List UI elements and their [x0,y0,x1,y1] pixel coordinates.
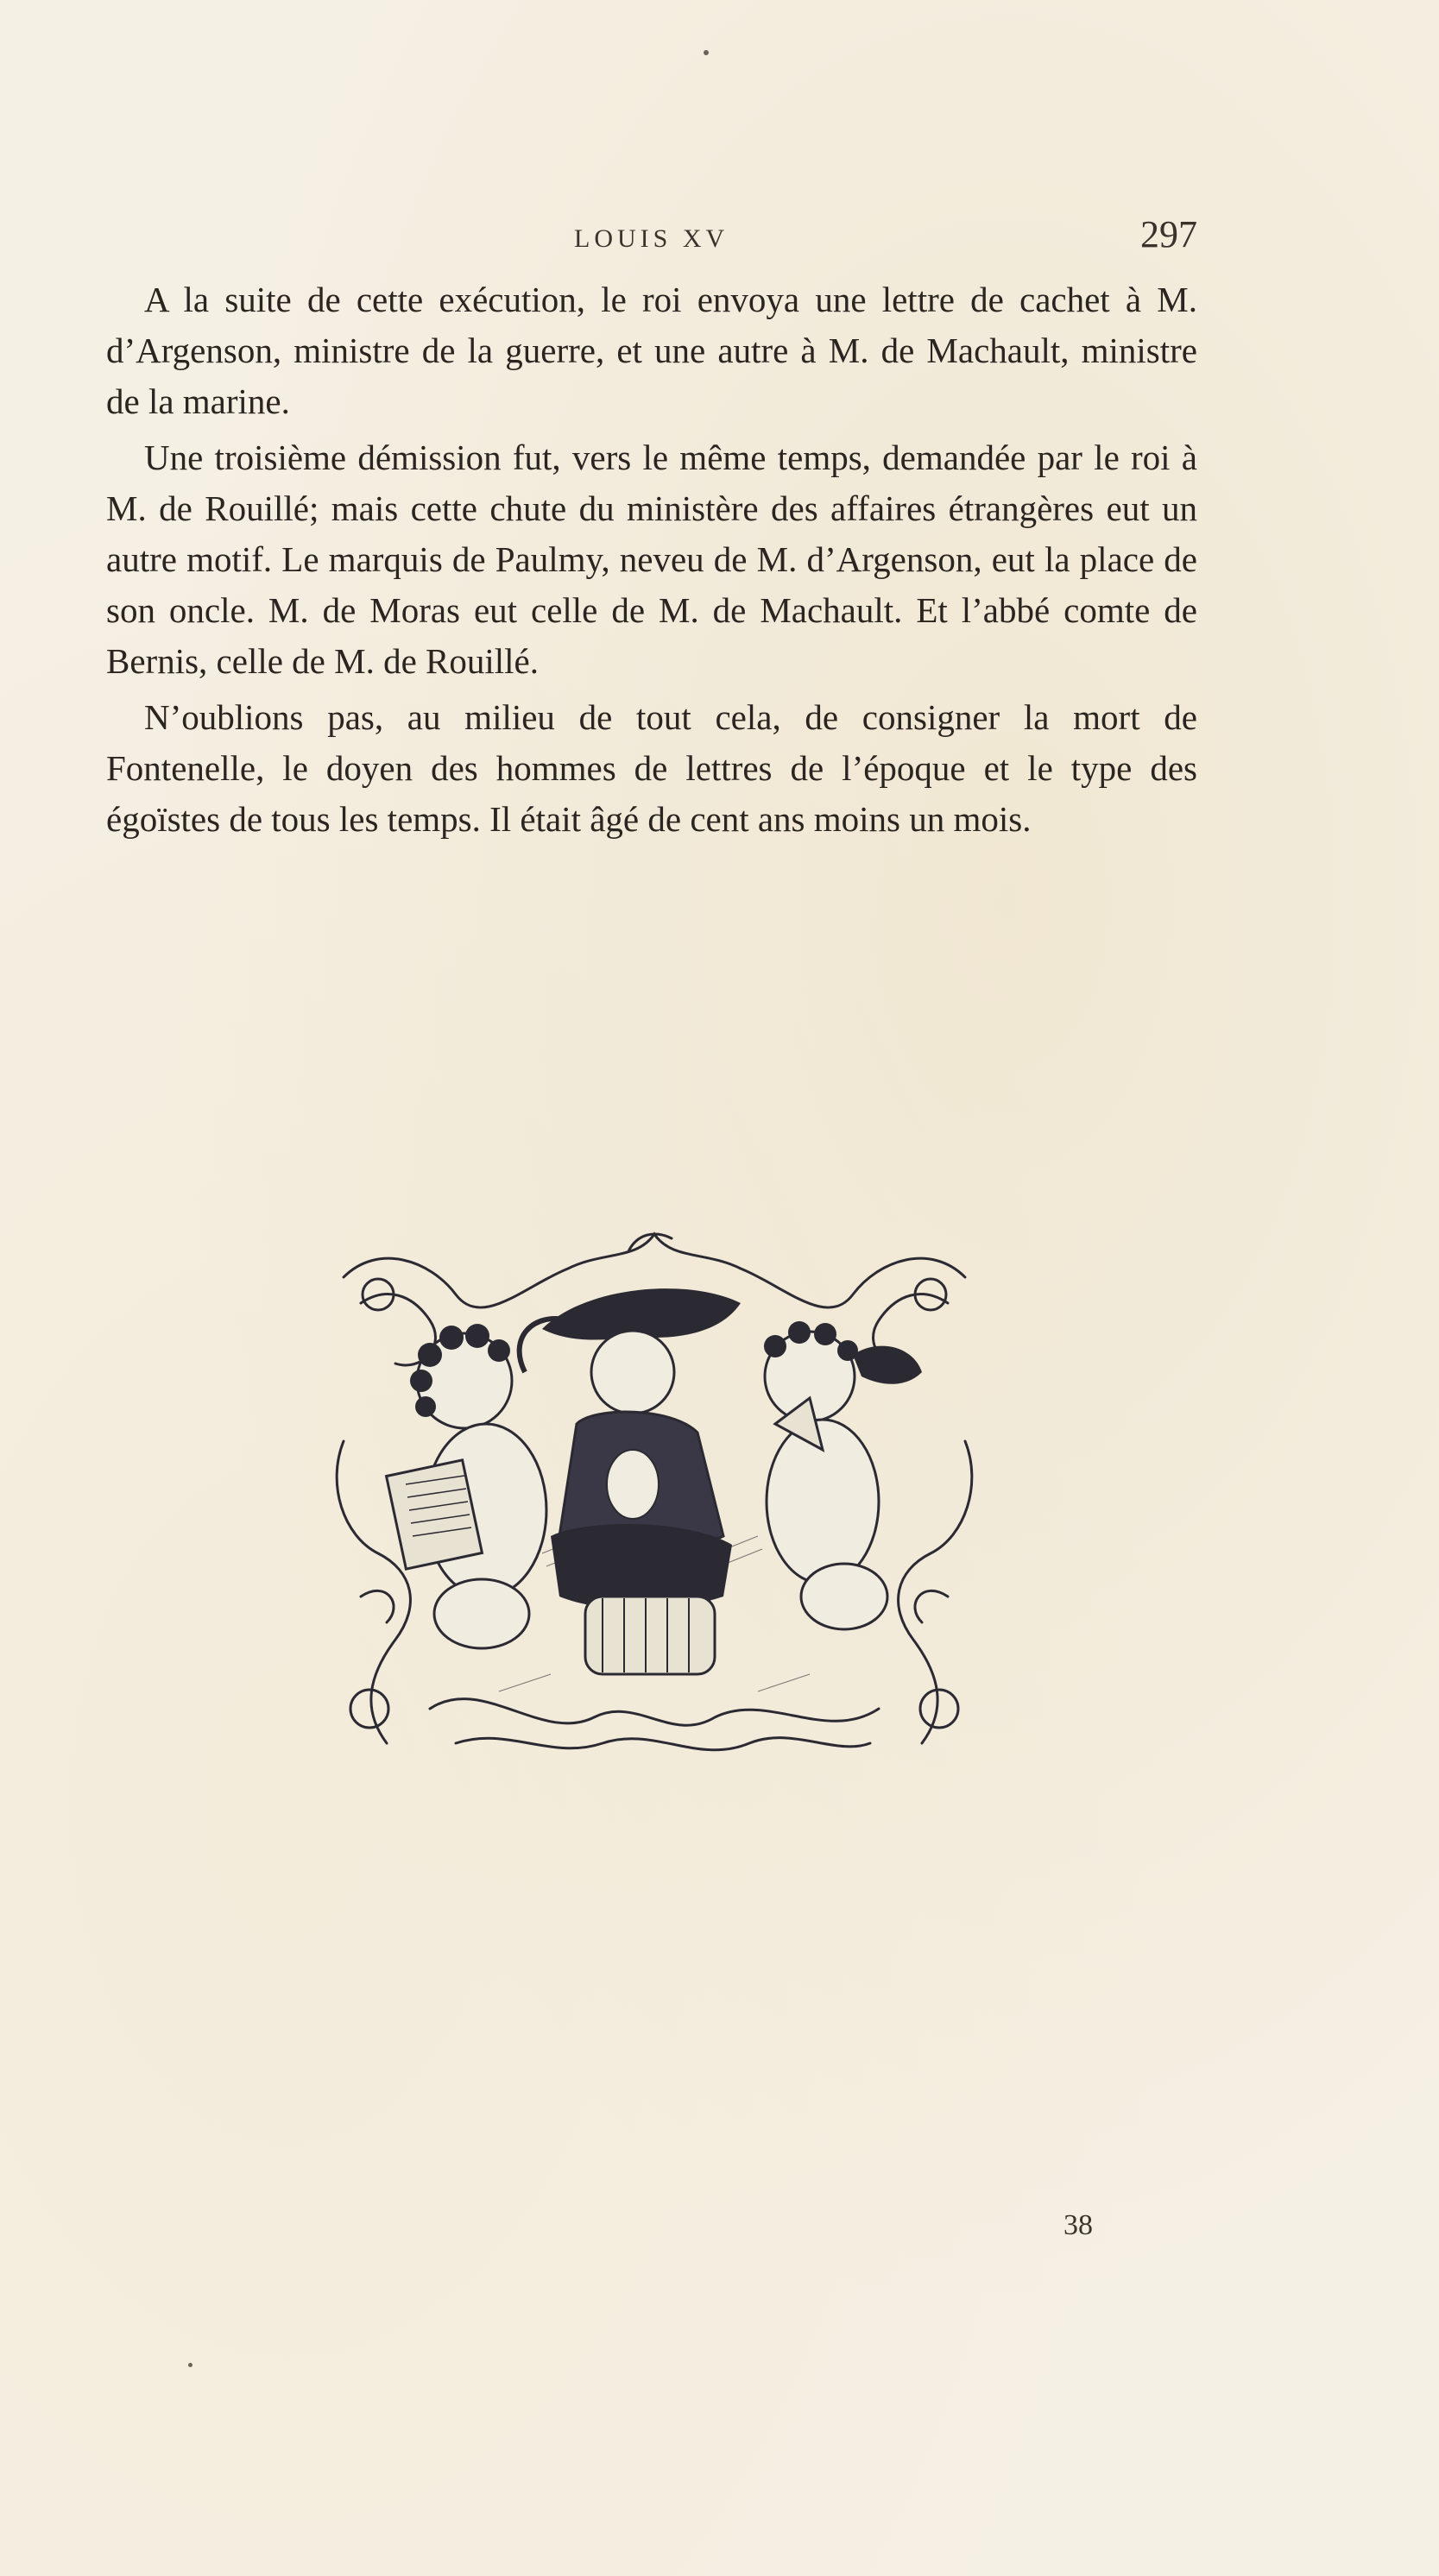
engraved-vignette-cherubs-icon [326,1225,982,1769]
paragraph-1: A la suite de cette exécution, le roi envoya une lettre de cachet à M. d’Argenson, ministre de la guerre, et une autre à M. de Machault, ministre de la marine. [106,280,1197,421]
paragraph-3: N’oublions pas, au milieu de tout cela, de consigner la mort de Fontenelle, le doyen des hommes de lettres de l’époque et le type des égoïstes de tous les temps. Il était âgé de cent ans moins un mois. [106,697,1197,839]
page-header [106,212,1197,264]
page-number: 297 [1140,213,1197,255]
body-text [106,274,1197,850]
paragraph-2: Une troisième démission fut, vers le même temps, demandée par le roi à M. de Rouillé; mais cette chute du ministère des affaires étrangères eut un autre motif. Le marquis de Paulmy, neveu de M. d’Argenson, eut la place de son oncle. M. de Moras eut celle de M. de Machault. Et l’abbé comte de Bernis, celle de M. de Rouillé. [106,438,1197,681]
ink-speck [704,50,709,55]
ink-speck [188,2363,192,2367]
running-head: LOUIS XV [574,224,729,253]
signature-mark: 38 [1063,2209,1093,2241]
